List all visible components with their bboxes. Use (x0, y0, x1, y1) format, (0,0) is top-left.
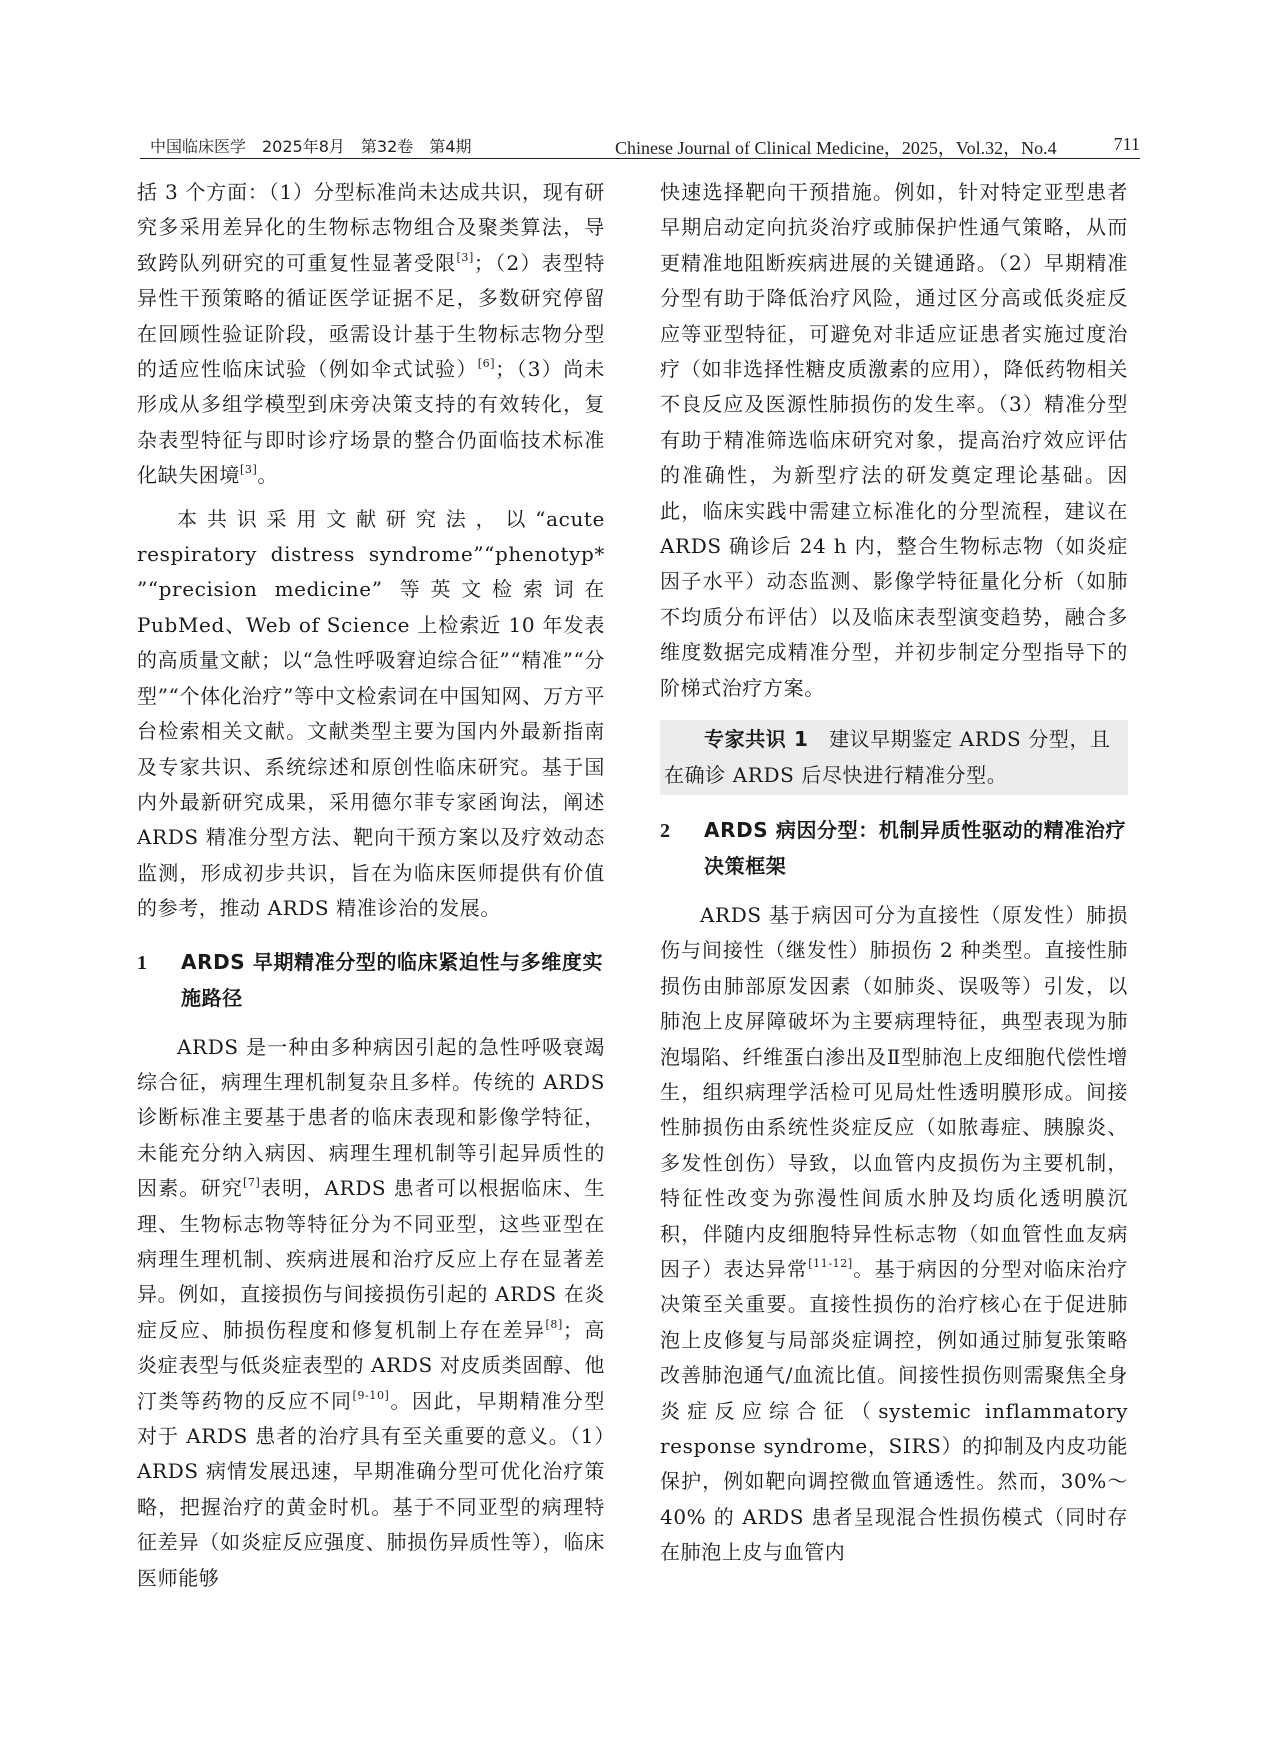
paragraph: ARDS 是一种由多种病因引起的急性呼吸衰竭综合征，病理生理机制复杂且多样。传统的 ARDS 诊断标准主要基于患者的临床表现和影像学特征，未能充分纳入病因、病理生理机制等引起异质性的因素。研究[7]表明，ARDS 患者可以根据临床、生理、生物标志物等特征分为不同亚型，这些亚型在病理生理机制、疾病进展和治疗反应上存在显著差异。例如，直接损伤与间接损伤引起的 ARDS 在炎症反应、肺损伤程度和修复机制上存在差异[8]；高炎症表型与低炎症表型的 ARDS 对皮质类固醇、他汀类等药物的反应不同[9-10]。因此，早期精准分型对于 ARDS 患者的治疗具有至关重要的意义。（1）ARDS 病情发展迅速，早期准确分型可优化治疗策略，把握治疗的黄金时机。基于不同亚型的病理特征差异（如炎症反应强度、肺损伤异质性等），临床医师能够 (137, 1034, 605, 1590)
paragraph: 括 3 个方面：（1）分型标准尚未达成共识，现有研究多采用差异化的生物标志物组合及聚类算法，导致跨队列研究的可重复性显著受限[3]；（2）表型特异性干预策略的循证医学证据不足，多数研究停留在回顾性验证阶段，亟需设计基于生物标志物分型的适应性临床试验（例如伞式试验）[6]；（3）尚未形成从多组学模型到床旁决策支持的有效转化，复杂表型特征与即时诊疗场景的整合仍面临技术标准化缺失困境[3]。 (137, 180, 605, 488)
right-column (660, 175, 1128, 1571)
paragraph: 快速选择靶向干预措施。例如，针对特定亚型患者早期启动定向抗炎治疗或肺保护性通气策略，从而更精准地阻断疾病进展的关键通路。（2）早期精准分型有助于降低治疗风险，通过区分高或低炎症反应等亚型特征，可避免对非适应证患者实施过度治疗（如非选择性糖皮质激素的应用），降低药物相关不良反应及医源性肺损伤的发生率。（3）精准分型有助于精准筛选临床研究对象，提高治疗效应评估的准确性，为新型疗法的研发奠定理论基础。因此，临床实践中需建立标准化的分型流程，建议在 ARDS 确诊后 24 h 内，整合生物标志物（如炎症因子水平）动态监测、影像学特征量化分析（如肺不均质分布评估）以及临床表型演变趋势，融合多维度数据完成精准分型，并初步制定分型指导下的阶梯式治疗方案。 (660, 180, 1128, 700)
citation[interactable]: [11-12] (808, 1256, 853, 1270)
section-number: 2 (660, 819, 671, 842)
section-title: ARDS 病因分型：机制异质性驱动的精准治疗决策框架 (704, 817, 1127, 878)
running-header (140, 120, 1140, 159)
journal-title-en: Chinese Journal of Clinical Medicine，2025，Vol.32，No.4 (615, 138, 1057, 158)
citation[interactable]: [9-10] (352, 1388, 390, 1402)
section-number: 1 (137, 951, 148, 974)
journal-title-cn: 中国临床医学 2025年8月 第32卷 第4期 (150, 137, 472, 156)
citation[interactable]: [8] (545, 1317, 563, 1331)
citation[interactable]: [7] (242, 1176, 261, 1190)
citation[interactable]: [3] (456, 250, 474, 264)
consensus-label: 专家共识 1 (704, 727, 809, 752)
consensus-text: 建议早期鉴定 ARDS 分型，且在确诊 ARDS 后尽快进行精准分型。 (664, 727, 1111, 787)
citation[interactable]: [6] (477, 357, 496, 371)
section-title: ARDS 早期精准分型的临床紧迫性与多维度实施路径 (181, 949, 604, 1010)
paragraph: ARDS 基于病因可分为直接性（原发性）肺损伤与间接性（继发性）肺损伤 2 种类型。直接性肺损伤由肺部原发因素（如肺炎、误吸等）引发，以肺泡上皮屏障破坏为主要病理特征，典型表现为肺泡塌陷、纤维蛋白渗出及Ⅱ型肺泡上皮细胞代偿性增生，组织病理学活检可见局灶性透明膜形成。间接性肺损伤由系统性炎症反应（如脓毒症、胰腺炎、多发性创伤）导致，以血管内皮损伤为主要机制，特征性改变为弥漫性间质水肿及均质化透明膜沉积，伴随内皮细胞特异性标志物（如血管性血友病因子）表达异常[11-12]。基于病因的分型对临床治疗决策至关重要。直接性损伤的治疗核心在于促进肺泡上皮修复与局部炎症调控，例如通过肺复张策略改善肺泡通气/血流比值。间接性损伤则需聚焦全身炎症反应综合征（systemic inflammatory response syndrome，SIRS）的抑制及内皮功能保护，例如靶向调控微血管通透性。然而，30%～40% 的 ARDS 患者呈现混合性损伤模式（同时存在肺泡上皮与血管内 (660, 902, 1128, 1565)
paragraph: 本共识采用文献研究法，以“acute respiratory distress syndrome”“phenotyp* ”“precision medicine” 等英文检索词在 PubMed、Web of Science 上检索近 10 年发表的高质量文献；以“急性呼吸窘迫综合征”“精准”“分型”“个体化治疗”等中文检索词在中国知网、万方平台检索相关文献。文献类型主要为国内外最新指南及专家共识、系统综述和原创性临床研究。基于国内外最新研究成果，采用德尔菲专家函询法，阐述 ARDS 精准分型方法、靶向干预方案以及疗效动态监测，形成初步共识，旨在为临床医师提供有价值的参考，推动 ARDS 精准诊治的发展。 (137, 506, 605, 921)
section-heading (660, 813, 1128, 884)
left-column (137, 175, 605, 1596)
citation[interactable]: [3] (240, 463, 258, 477)
section-heading (137, 945, 605, 1016)
page-number: 711 (1113, 134, 1140, 154)
expert-consensus-box (660, 720, 1128, 795)
